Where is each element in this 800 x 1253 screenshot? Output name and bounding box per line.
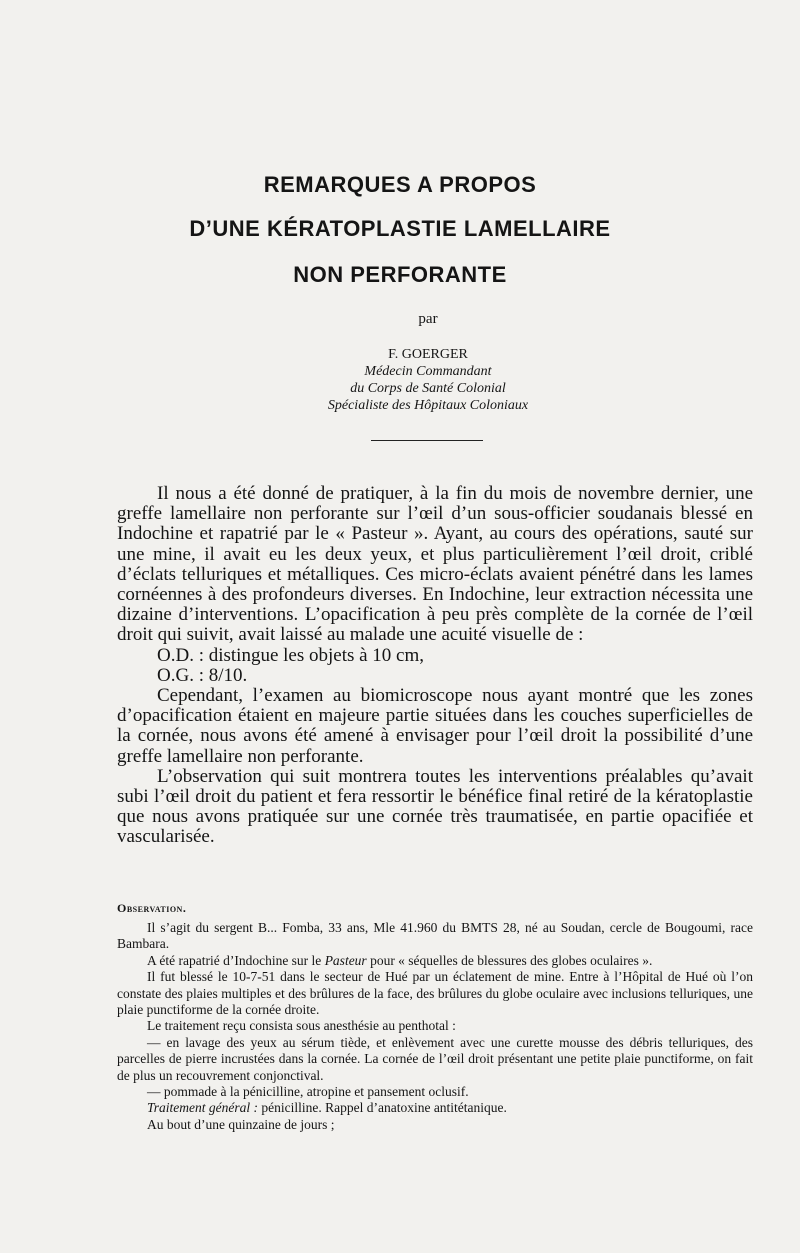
ship-name: Pasteur bbox=[324, 952, 367, 968]
observation-paragraph-4: Le traitement reçu consista sous anesthésie au penthotal : bbox=[147, 1018, 456, 1034]
author-role-2: du Corps de Santé Colonial bbox=[350, 381, 506, 396]
observation-paragraph-8: Au bout d’une quinzaine de jours ; bbox=[147, 1116, 335, 1132]
treatment-text: pénicilline. Rappel d’anatoxine antitétanique. bbox=[258, 1100, 507, 1116]
article-body bbox=[117, 484, 753, 848]
observation-text: A été rapatrié d’Indochine sur le bbox=[147, 952, 325, 968]
observation-paragraph-5: — en lavage des yeux au sérum tiède, et enlèvement avec une curette mousse des débris telluriques, des parcelles de pierre incrustées dans la cornée. La cornée de l’œil droit présentant une petite plaie punctiforme, on fait de plus un recouvrement conjonctival. bbox=[117, 1034, 753, 1083]
body-paragraph-2: Cependant, l’examen au biomicroscope nous ayant montré que les zones d’opacification étaient en majeure partie situées dans les couches superficielles de la cornée, nous avons été amené à envisager pour l’œil droit la possibilité d’une greffe lamellaire non perforante. bbox=[117, 685, 753, 767]
byline: par bbox=[418, 311, 438, 327]
observation-paragraph-6: — pommade à la pénicilline, atropine et pansement oclusif. bbox=[147, 1084, 469, 1100]
author-role-3: Spécialiste des Hôpitaux Coloniaux bbox=[327, 398, 529, 413]
article-title-line-3: NON PERFORANTE bbox=[293, 262, 507, 287]
observation-text: pour « séquelles de blessures des globes oculaires ». bbox=[366, 952, 653, 968]
treatment-label: Traitement général : bbox=[147, 1100, 258, 1116]
article-title-line-2: D’UNE KÉRATOPLASTIE LAMELLAIRE bbox=[189, 216, 611, 241]
observation-paragraph-3: Il fut blessé le 10-7-51 dans le secteur de Hué par un éclatement de mine. Entre à l’Hôpital de Hué où l’on constate des plaies multiples et des brûlures de la face, des brûlures du globe oculaire avec inclusions telluriques, une plaie punctiforme de la cornée droite. bbox=[117, 969, 753, 1018]
observation-heading: Observation. bbox=[117, 901, 187, 915]
body-paragraph-1: Il nous a été donné de pratiquer, à la fin du mois de novembre dernier, une greffe lamellaire non perforante sur l’œil d’un sous-officier soudanais blessé en Indochine et rapatrié par le « Pasteur ». Ayant, au cours des opérations, sauté sur une mine, il avait eu les deux yeux, et plus particulièrement l’œil droit, criblé d’éclats telluriques et métalliques. Ces micro-éclats avaient pénétré dans les lames cornéennes à des profondeurs diverses. En Indochine, leur extraction nécessita une dizaine d’interventions. L’opacification à peu près complète de la cornée de l’œil droit qui suivit, avait laissé au malade une acuité visuelle de : bbox=[117, 483, 753, 646]
observation-paragraph-1: Il s’agit du sergent B... Fomba, 33 ans, Mle 41.960 du BMTS 28, né au Soudan, cercle de Bougoumi, race Bambara. bbox=[117, 920, 753, 952]
body-paragraph-3: L’observation qui suit montrera toutes les interventions préalables qu’avait subi l’œil droit du patient et fera ressortir le bénéfice final retiré de la kératoplastie que nous avons pratiquée sur une cornée très traumatisée, en partie opacifiée et vascularisée. bbox=[117, 765, 753, 848]
observation-section bbox=[117, 920, 753, 1133]
acuity-left-eye: O.G. : 8/10. bbox=[157, 664, 248, 686]
author-block bbox=[0, 346, 800, 414]
observation-paragraph-2 bbox=[117, 953, 753, 969]
observation-paragraph-7 bbox=[117, 1100, 753, 1116]
acuity-right-eye: O.D. : distingue les objets à 10 cm, bbox=[157, 644, 425, 666]
separator-rule bbox=[371, 440, 483, 441]
author-name: F. GOERGER bbox=[388, 347, 468, 362]
author-role-1: Médecin Commandant bbox=[364, 364, 492, 379]
article-title-line-1: REMARQUES A PROPOS bbox=[263, 172, 537, 197]
